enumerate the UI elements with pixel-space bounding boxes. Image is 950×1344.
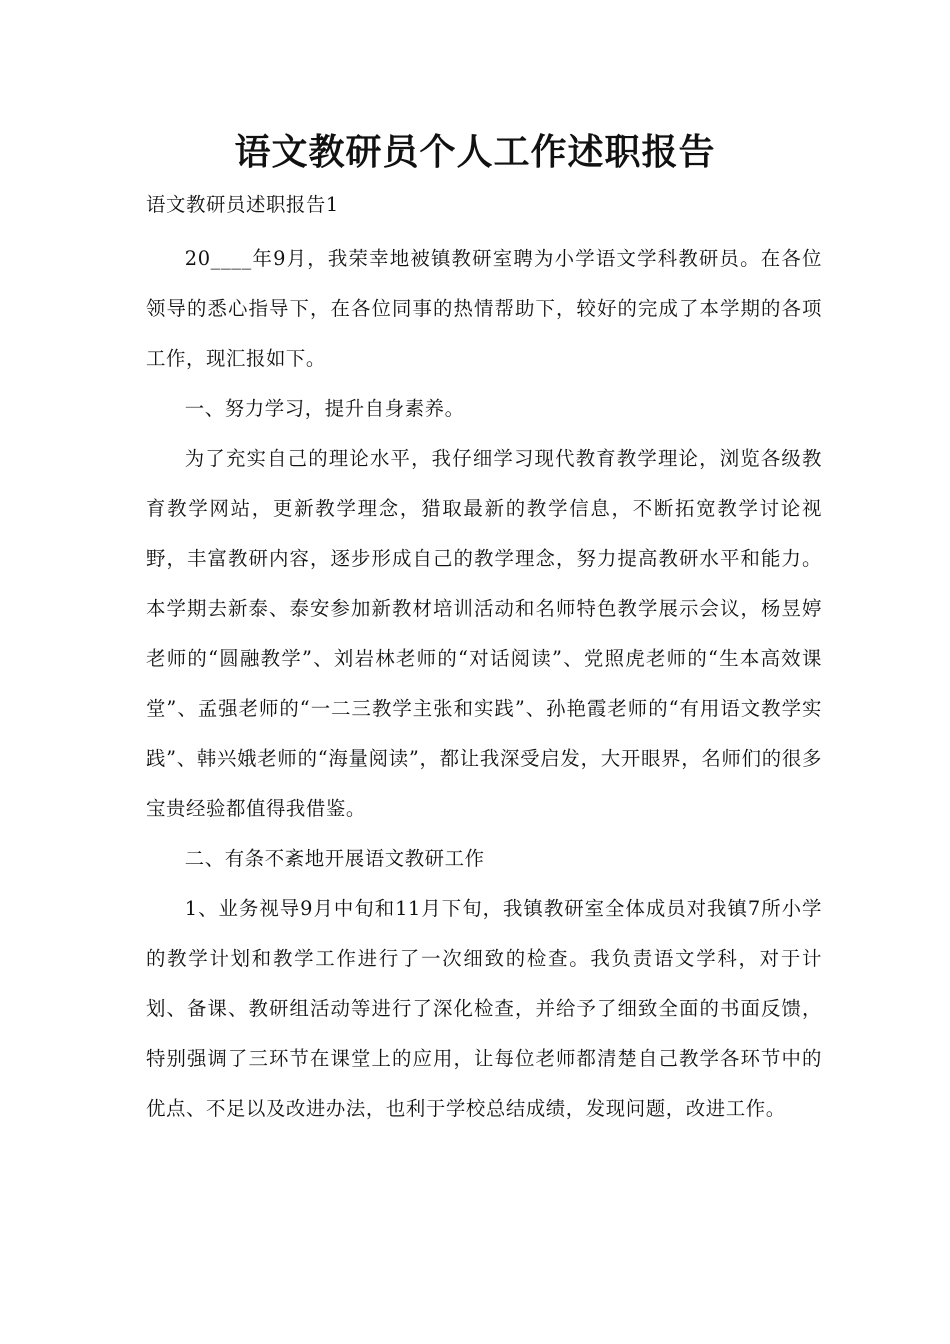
section-2-paragraph: 1、业务视导9月中旬和11月下旬，我镇教研室全体成员对我镇7所小学的教学计划和教学工作进行了一次细致的检查。我负责语文学科，对于计划、备课、教研组活动等进行了深化检查，并给予了细致全面的书面反馈，特别强调了三环节在课堂上的应用，让每位老师都清楚自己教学各环节中的优点、不足以及改进办法，也利于学校总结成绩，发现问题，改进工作。 bbox=[146, 897, 822, 1120]
section-1-paragraph: 为了充实自己的理论水平，我仔细学习现代教育教学理论，浏览各级教育教学网站，更新教学理念，猎取最新的教学信息，不断拓宽教学讨论视野，丰富教研内容，逐步形成自己的教学理念，努力提高教研水平和能力。本学期去新泰、泰安参加新教材培训活动和名师特色教学展示会议，杨昱婷老师的“圆融教学”、刘岩林老师的“对话阅读”、党照虎老师的“生本高效课堂”、孟强老师的“一二三教学主张和实践”、孙艳霞老师的“有用语文教学实践”、韩兴娥老师的“海量阅读”，都让我深受启发，大开眼界，名师们的很多宝贵经验都值得我借鉴。 bbox=[146, 447, 822, 820]
document-title: 语文教研员个人工作述职报告 bbox=[234, 132, 716, 173]
intro-paragraph: 20____年9月，我荣幸地被镇教研室聘为小学语文学科教研员。在各位领导的悉心指导下，在各位同事的热情帮助下，较好的完成了本学期的各项工作，现汇报如下。 bbox=[146, 247, 822, 370]
section-heading-2: 二、有条不紊地开展语文教研工作 bbox=[184, 847, 485, 870]
document-body bbox=[146, 180, 822, 1134]
report-subtitle: 语文教研员述职报告1 bbox=[146, 193, 339, 216]
section-heading-1: 一、努力学习，提升自身素养。 bbox=[184, 397, 465, 420]
